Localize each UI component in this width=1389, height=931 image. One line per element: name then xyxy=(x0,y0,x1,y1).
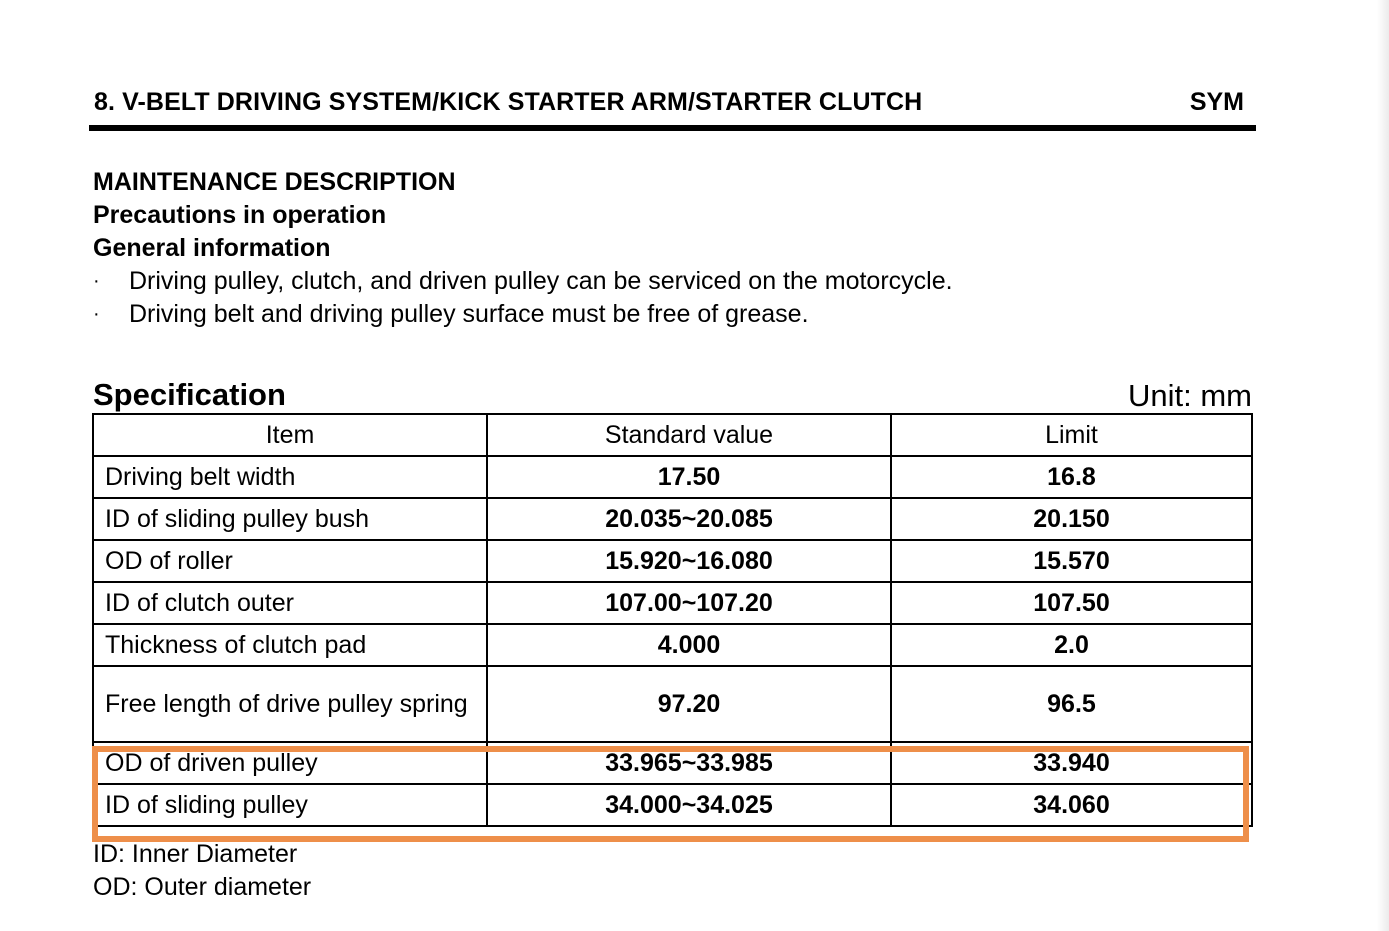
bullet-text: Driving pulley, clutch, and driven pulley can be serviced on the motorcycle. xyxy=(129,267,953,295)
limit-cell: 33.940 xyxy=(891,742,1252,784)
item-cell: OD of driven pulley xyxy=(93,742,487,784)
standard-value-cell: 34.000~34.025 xyxy=(487,784,891,826)
maintenance-heading: MAINTENANCE DESCRIPTION xyxy=(93,168,456,196)
standard-value-cell: 20.035~20.085 xyxy=(487,498,891,540)
chapter-title: 8. V-BELT DRIVING SYSTEM/KICK STARTER ARM/STARTER CLUTCH xyxy=(94,88,923,116)
page-edge-shadow xyxy=(1377,0,1389,931)
item-cell: OD of roller xyxy=(93,540,487,582)
limit-cell: 16.8 xyxy=(891,456,1252,498)
bullet-dot-icon: · xyxy=(93,270,100,292)
table-row xyxy=(93,540,1252,582)
unit-label: Unit: mm xyxy=(1128,378,1252,413)
list-item xyxy=(93,298,1193,331)
general-info-list xyxy=(93,265,1193,331)
specification-table xyxy=(92,413,1253,827)
standard-value-cell: 107.00~107.20 xyxy=(487,582,891,624)
table-row xyxy=(93,784,1252,826)
bullet-text: Driving belt and driving pulley surface must be free of grease. xyxy=(129,300,809,328)
table-row xyxy=(93,582,1252,624)
table-row xyxy=(93,666,1252,742)
maintenance-section xyxy=(93,166,1193,331)
limit-cell: 20.150 xyxy=(891,498,1252,540)
page-header xyxy=(92,88,1256,122)
column-header-item: Item xyxy=(93,414,487,456)
item-cell: ID of sliding pulley xyxy=(93,784,487,826)
general-info-heading: General information xyxy=(93,234,331,262)
bullet-dot-icon: · xyxy=(93,303,100,325)
list-item xyxy=(93,265,1193,298)
table-row xyxy=(93,742,1252,784)
item-cell: Driving belt width xyxy=(93,456,487,498)
table-header-row xyxy=(93,414,1252,456)
limit-cell: 15.570 xyxy=(891,540,1252,582)
standard-value-cell: 15.920~16.080 xyxy=(487,540,891,582)
column-header-standard: Standard value xyxy=(487,414,891,456)
note-line: OD: Outer diameter xyxy=(93,873,312,901)
table-row xyxy=(93,624,1252,666)
table-row xyxy=(93,498,1252,540)
limit-cell: 96.5 xyxy=(891,666,1252,742)
header-divider xyxy=(89,125,1256,131)
brand-label: SYM xyxy=(1189,88,1244,116)
item-cell: Thickness of clutch pad xyxy=(93,624,487,666)
standard-value-cell: 97.20 xyxy=(487,666,891,742)
standard-value-cell: 4.000 xyxy=(487,624,891,666)
item-cell: Free length of drive pulley spring xyxy=(93,666,487,742)
item-cell: ID of sliding pulley bush xyxy=(93,498,487,540)
column-header-limit: Limit xyxy=(891,414,1252,456)
item-cell: ID of clutch outer xyxy=(93,582,487,624)
standard-value-cell: 17.50 xyxy=(487,456,891,498)
limit-cell: 107.50 xyxy=(891,582,1252,624)
abbreviation-notes xyxy=(93,838,311,904)
table-row xyxy=(93,456,1252,498)
note-line: ID: Inner Diameter xyxy=(93,840,298,868)
standard-value-cell: 33.965~33.985 xyxy=(487,742,891,784)
precautions-heading: Precautions in operation xyxy=(93,201,387,229)
limit-cell: 2.0 xyxy=(891,624,1252,666)
specification-title: Specification xyxy=(93,377,286,412)
limit-cell: 34.060 xyxy=(891,784,1252,826)
